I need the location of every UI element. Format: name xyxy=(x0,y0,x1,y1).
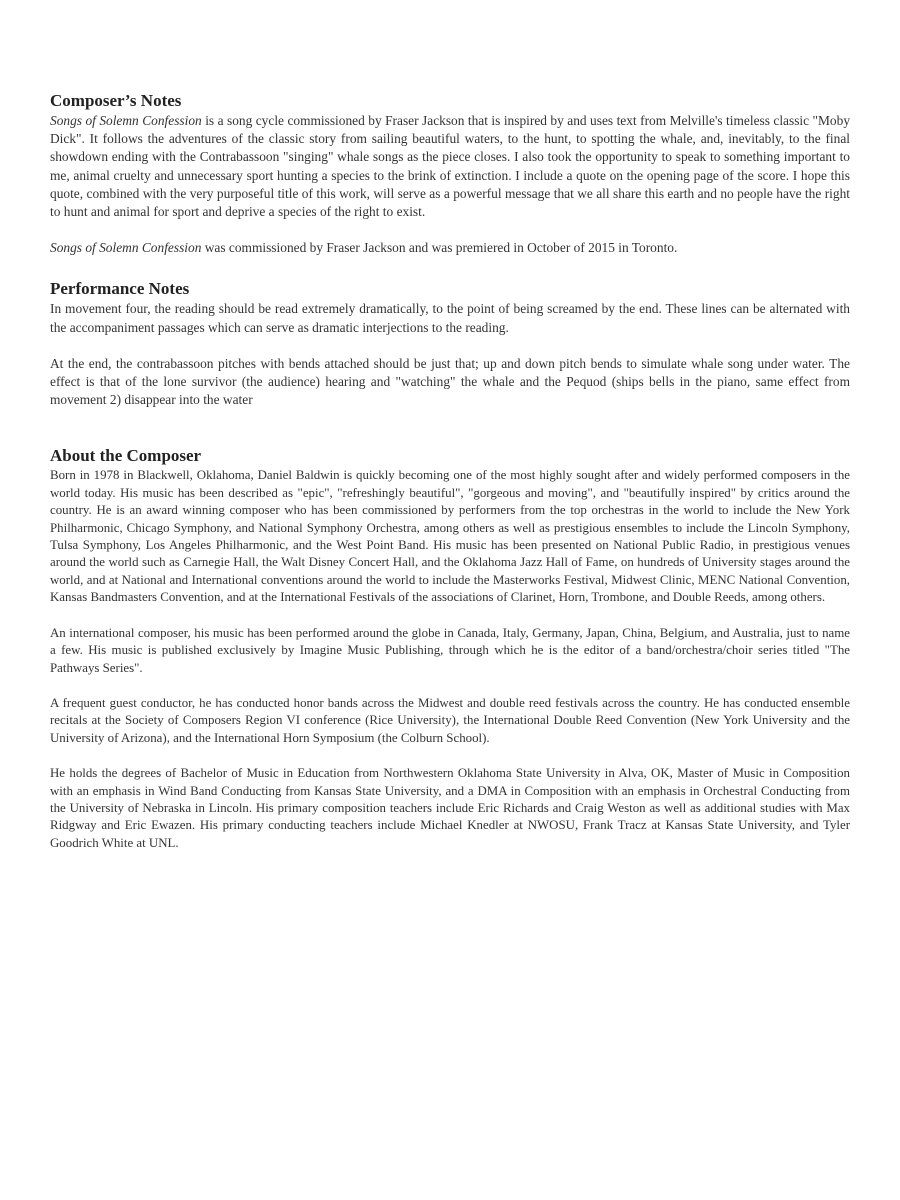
composers-notes-heading: Composer’s Notes xyxy=(50,91,182,110)
composers-notes-text-1: is a song cycle commissioned by Fraser Jackson that is inspired by and uses text from Melville's timeless classic "Moby Dick". It follows the adventures of the classic story from sailing beautiful waters, to the hunt, to spotting the whale, and, inevitably, to the final showdown ending with the Contrabassoon "singing" whale songs as the piece closes. I also took the opportunity to speak to something important to me, animal cruelty and unnecessary sport hunting a species to the brink of extinction. I include a quote on the opening page of the score. I hope this quote, combined with the very purposeful title of this work, will serve as a powerful message that we all share this earth and no people have the right to hunt and animal for sport and deprive a species of the right to exist. xyxy=(50,113,851,220)
about-composer-paragraph-2: An international composer, his music has been performed around the globe in Canada, Italy, Germany, Japan, China, Belgium, and Australia, just to name a few. His music is published exclusively by Imagine Music Publishing, through which he is the editor of a band/orchestra/choir series titled "The Pathways Series". xyxy=(50,625,850,675)
performance-notes-section xyxy=(50,278,850,409)
about-composer-paragraph-4: He holds the degrees of Bachelor of Music in Education from Northwestern Oklahoma State University in Alva, OK, Master of Music in Composition with an emphasis in Wind Band Conducting from Kansas State University, and a DMA in Composition with an emphasis in Orchestral Conducting from the University of Nebraska in Lincoln. His primary composition teachers include Eric Richards and Craig Weston as well as additional studies with Max Ridgway and Eric Ewazen. His primary conducting teachers include Michael Knedler at NWOSU, Frank Tracz at Kansas State University, and Tyler Goodrich White at UNL. xyxy=(50,766,850,850)
composers-notes-section xyxy=(50,90,850,257)
composers-notes-text-2: was commissioned by Fraser Jackson and was premiered in October of 2015 in Toronto. xyxy=(201,240,678,256)
document-page xyxy=(50,90,850,852)
about-composer-paragraph-3: A frequent guest conductor, he has conducted honor bands across the Midwest and double reed festivals across the country. He has conducted ensemble recitals at the Society of Composers Region VI conference (Rice University), the International Double Reed Convention (New York University and the University of Arizona), and the International Horn Symposium (the Colburn School). xyxy=(50,695,850,745)
composers-notes-paragraph-2 xyxy=(50,239,850,257)
composers-notes-paragraph-1 xyxy=(50,112,850,221)
performance-notes-paragraph-2: At the end, the contrabassoon pitches with bends attached should be just that; up and down pitch bends to simulate whale song under water. The effect is that of the lone survivor (the audience) hearing and "watching" the whale and the Pequod (ships bells in the piano, same effect from movement 2) disappear into the water xyxy=(50,355,850,408)
performance-notes-heading: Performance Notes xyxy=(50,279,190,299)
performance-notes-paragraph-1: In movement four, the reading should be read extremely dramatically, to the point of being screamed by the end. These lines can be alternated with the accompaniment passages which can serve as dramatic interjections to the reading. xyxy=(50,301,850,335)
about-composer-paragraph-1: Born in 1978 in Blackwell, Oklahoma, Daniel Baldwin is quickly becoming one of the most highly sought after and widely performed composers in the world today. His music has been described as "epic", "refreshingly beautiful", "gorgeous and moving", and "beautifully inspired" by critics around the country. He is an award winning composer who has been commissioned by performers from the top orchestras in the world to include the New York Philharmonic, Chicago Symphony, and National Symphony Orchestra, among others as well as prestigious ensembles to include the Lincoln Symphony, Tulsa Symphony, Los Angeles Philharmonic, and the West Point Band. His music has been presented on National Public Radio, in prestigious venues around the world such as Carnegie Hall, the Walt Disney Concert Hall, and the Oklahoma Jazz Hall of Fame, on hundreds of University stages around the world, and at National and International conventions around the world to include the Masterworks Festival, Midwest Clinic, MENC National Convention, Kansas Bandmasters Convention, and at the International Festivals of the associations of Clarinet, Horn, Trombone, and Double Reeds, among others. xyxy=(50,468,850,605)
work-title: Songs of Solemn Confession xyxy=(50,240,202,256)
about-composer-heading: About the Composer xyxy=(50,446,202,466)
work-title: Songs of Solemn Confession xyxy=(50,113,202,128)
about-composer-section xyxy=(50,445,850,852)
